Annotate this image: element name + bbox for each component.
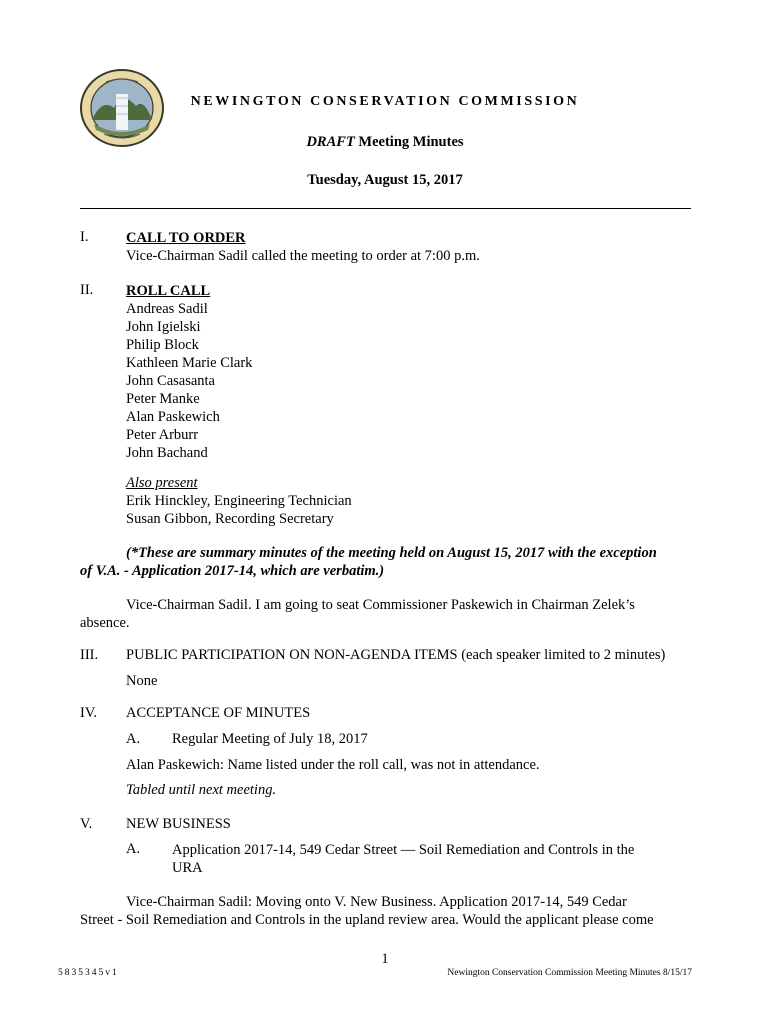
document-footer-title: Newington Conservation Commission Meeting Minutes 8/15/17 xyxy=(447,968,692,978)
member: Kathleen Marie Clark xyxy=(126,355,253,371)
section-2-heading: ROLL CALL xyxy=(126,283,211,299)
member: John Bachand xyxy=(126,445,208,461)
section-1-text: Vice-Chairman Sadil called the meeting to order at 7:00 p.m. xyxy=(126,248,480,264)
org-title: NEWINGTON CONSERVATION COMMISSION xyxy=(190,94,580,109)
section-3-heading: PUBLIC PARTICIPATION ON NON-AGENDA ITEMS (each speaker limited to 2 minutes) xyxy=(126,647,666,663)
header-divider xyxy=(80,208,691,209)
section-5-paragraph-line-2: Street - Soil Remediation and Controls in the upland review area. Would the applicant please come xyxy=(80,912,654,928)
meeting-date: Tuesday, August 15, 2017 xyxy=(307,172,463,188)
draft-label: DRAFT xyxy=(306,134,355,150)
section-4-comment: Alan Paskewich: Name listed under the roll call, was not in attendance. xyxy=(126,757,540,773)
summary-note xyxy=(80,544,691,580)
member: Philip Block xyxy=(126,337,199,353)
section-5-paragraph-line-1: Vice-Chairman Sadil: Moving onto V. New Business. Application 2017-14, 549 Cedar xyxy=(126,894,627,910)
section-5-item-text xyxy=(172,841,634,877)
section-5-item-line-1: Application 2017-14, 549 Cedar Street — Soil Remediation and Controls in the xyxy=(172,842,635,858)
seating-line-1: Vice-Chairman Sadil. I am going to seat Commissioner Paskewich in Chairman Zelek’s xyxy=(126,597,635,613)
section-4-item-text: Regular Meeting of July 18, 2017 xyxy=(172,731,368,747)
minutes-label: Meeting Minutes xyxy=(354,134,464,150)
summary-note-line-2: of V.A. - Application 2017-14, which are verbatim.) xyxy=(80,563,385,579)
page-number: 1 xyxy=(381,951,389,967)
member: John Casasanta xyxy=(126,373,215,389)
member: Peter Arburr xyxy=(126,427,199,443)
summary-note-line-1: (*These are summary minutes of the meeting held on August 15, 2017 with the exception xyxy=(126,545,657,561)
section-1-number: I. xyxy=(80,229,89,245)
seating-paragraph xyxy=(80,596,691,632)
section-3-number: III. xyxy=(80,647,99,663)
section-5-heading: NEW BUSINESS xyxy=(126,816,231,832)
minutes-subtitle xyxy=(0,134,770,151)
section-4-number: IV. xyxy=(80,705,98,721)
section-5-item-letter: A. xyxy=(126,841,141,857)
section-2-number: II. xyxy=(80,282,94,298)
section-call-to-order xyxy=(126,229,480,265)
member: Peter Manke xyxy=(126,391,200,407)
also-present-label: Also present xyxy=(126,475,198,491)
section-5-number: V. xyxy=(80,816,93,832)
also-present-block xyxy=(126,474,352,528)
section-5-paragraph xyxy=(80,893,691,929)
member: Alan Paskewich xyxy=(126,409,220,425)
section-4-heading: ACCEPTANCE OF MINUTES xyxy=(126,705,311,721)
member: Andreas Sadil xyxy=(126,301,208,317)
section-3-text: None xyxy=(126,673,158,689)
section-4-tabled: Tabled until next meeting. xyxy=(126,782,277,798)
attendee: Erik Hinckley, Engineering Technician xyxy=(126,493,352,509)
member: John Igielski xyxy=(126,319,201,335)
section-1-heading: CALL TO ORDER xyxy=(126,230,246,246)
document-id: 5835345v1 xyxy=(58,968,119,978)
attendee: Susan Gibbon, Recording Secretary xyxy=(126,511,334,527)
section-roll-call xyxy=(126,282,252,462)
section-4-item-letter: A. xyxy=(126,731,141,747)
seating-line-2: absence. xyxy=(80,615,130,631)
section-5-item-line-2: URA xyxy=(172,860,203,876)
